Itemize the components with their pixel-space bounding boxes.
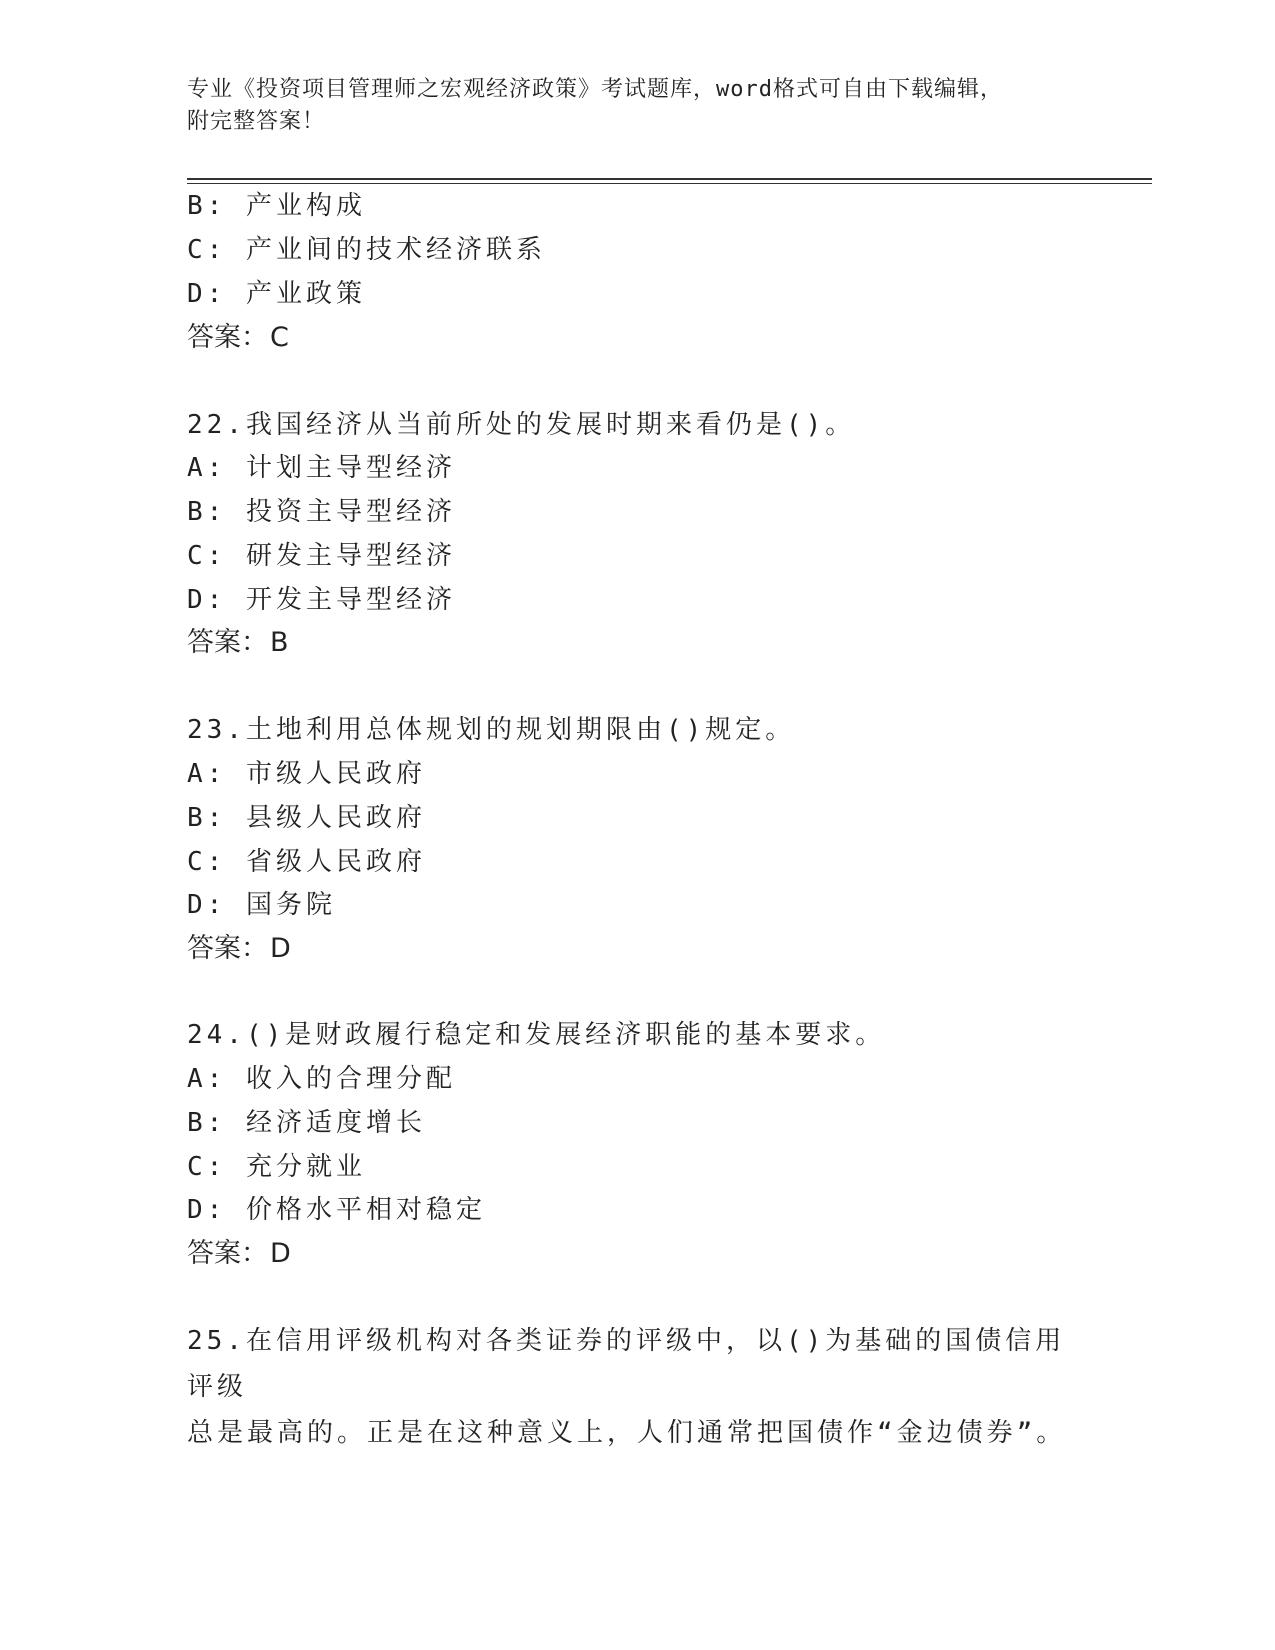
header-divider-thick bbox=[187, 178, 1152, 180]
header-line-2: 附完整答案！ bbox=[187, 109, 326, 134]
q22-option-b: B: 投资主导型经济 bbox=[187, 497, 456, 527]
answer-value: D bbox=[270, 1238, 291, 1269]
q24-option-b: B: 经济适度增长 bbox=[187, 1108, 426, 1138]
answer-label: 答案： bbox=[187, 1238, 268, 1269]
q21-answer bbox=[187, 318, 289, 358]
answer-label: 答案： bbox=[187, 322, 268, 353]
q22-option-a: A: 计划主导型经济 bbox=[187, 453, 456, 483]
q21-option-b: B: 产业构成 bbox=[187, 191, 366, 221]
q23-question: 23.土地利用总体规划的规划期限由()规定。 bbox=[187, 715, 796, 745]
q23-answer bbox=[187, 929, 291, 969]
answer-value: B bbox=[270, 627, 289, 658]
q22-answer bbox=[187, 623, 289, 663]
q24-option-d: D: 价格水平相对稳定 bbox=[187, 1195, 486, 1225]
answer-label: 答案： bbox=[187, 933, 268, 964]
q21-option-c: C: 产业间的技术经济联系 bbox=[187, 235, 546, 265]
q22-option-c: C: 研发主导型经济 bbox=[187, 541, 456, 571]
q23-option-d: D: 国务院 bbox=[187, 890, 336, 920]
q23-option-b: B: 县级人民政府 bbox=[187, 803, 426, 833]
q25-question bbox=[187, 1318, 1087, 1456]
answer-label: 答案： bbox=[187, 627, 268, 658]
q24-question: 24.()是财政履行稳定和发展经济职能的基本要求。 bbox=[187, 1020, 886, 1050]
answer-value: D bbox=[270, 933, 291, 964]
answer-value: C bbox=[270, 322, 289, 353]
q23-option-a: A: 市级人民政府 bbox=[187, 759, 426, 789]
q24-option-c: C: 充分就业 bbox=[187, 1152, 366, 1182]
q25-question-line-1: 25.在信用评级机构对各类证券的评级中，以()为基础的国债信用评级 bbox=[187, 1326, 1066, 1402]
q23-option-c: C: 省级人民政府 bbox=[187, 847, 426, 877]
header-divider-thin bbox=[187, 183, 1152, 184]
q21-option-d: D: 产业政策 bbox=[187, 279, 366, 309]
q22-question: 22.我国经济从当前所处的发展时期来看仍是()。 bbox=[187, 410, 856, 440]
q24-option-a: A: 收入的合理分配 bbox=[187, 1064, 456, 1094]
header-line-1: 专业《投资项目管理师之宏观经济政策》考试题库，word格式可自由下载编辑， bbox=[187, 77, 1003, 102]
q25-question-line-2: 总是最高的。正是在这种意义上，人们通常把国债作“金边债券”。 bbox=[187, 1418, 1067, 1448]
q24-answer bbox=[187, 1234, 291, 1274]
document-header bbox=[187, 74, 1067, 138]
q22-option-d: D: 开发主导型经济 bbox=[187, 585, 456, 615]
